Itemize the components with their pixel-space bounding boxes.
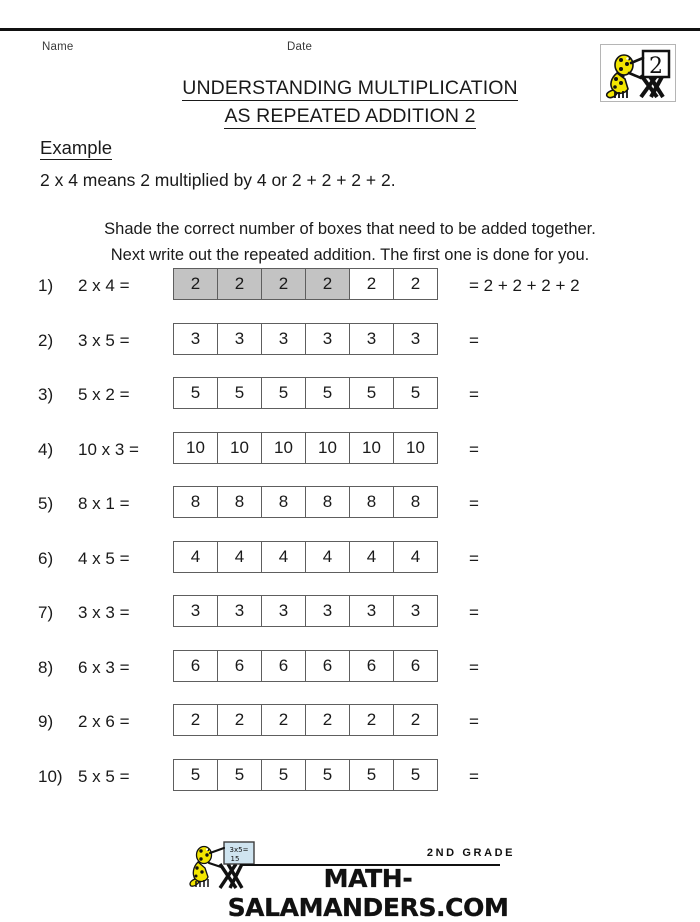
- problem-number: 1): [38, 276, 54, 295]
- shading-boxes: [173, 377, 438, 409]
- svg-text:2: 2: [649, 54, 663, 79]
- shading-box[interactable]: 6: [393, 650, 438, 682]
- shading-box[interactable]: 5: [349, 377, 394, 409]
- footer-grade-label: 2ND GRADE: [426, 847, 516, 859]
- problem-expression: 4 x 5 =: [78, 548, 130, 568]
- problem-number: 4): [38, 439, 54, 459]
- instruction-line-2: Next write out the repeated addition. The first one is done for you.: [110, 246, 590, 264]
- problem-expression: 3 x 3 =: [78, 603, 130, 622]
- page-title: [0, 74, 700, 130]
- shading-box[interactable]: 5: [217, 377, 262, 409]
- shading-box[interactable]: 3: [173, 323, 218, 355]
- problem-row: [0, 268, 700, 323]
- shading-box[interactable]: 4: [261, 541, 306, 573]
- shading-box[interactable]: 2: [173, 704, 218, 736]
- shading-box[interactable]: 8: [305, 486, 350, 518]
- shading-box[interactable]: 2: [261, 704, 306, 736]
- shading-box[interactable]: 6: [173, 650, 218, 682]
- answer-field[interactable]: =: [469, 603, 479, 622]
- problem-number: 10): [38, 766, 63, 786]
- shading-box[interactable]: 10: [349, 432, 394, 464]
- shading-box[interactable]: 6: [305, 650, 350, 682]
- example-text: 2 x 4 means 2 multiplied by 4 or 2 + 2 + 2 + 2.: [40, 170, 396, 190]
- instructions: [0, 216, 700, 268]
- problem-number: 6): [38, 548, 54, 568]
- shading-box[interactable]: 2: [217, 704, 262, 736]
- problem-expression: 2 x 6 =: [78, 712, 130, 731]
- shading-box[interactable]: 2: [173, 268, 218, 300]
- problem-number: 2): [38, 330, 54, 350]
- problem-row: [0, 650, 700, 705]
- answer-field[interactable]: = 2 + 2 + 2 + 2: [469, 276, 580, 295]
- shading-box[interactable]: 2: [349, 268, 394, 300]
- shading-box[interactable]: 5: [393, 759, 438, 791]
- problem-expression: 3 x 5 =: [78, 330, 130, 350]
- problem-row: [0, 541, 700, 596]
- shading-box[interactable]: 5: [173, 759, 218, 791]
- shading-box[interactable]: 2: [261, 268, 306, 300]
- shading-boxes: [173, 432, 438, 464]
- shading-box[interactable]: 6: [217, 650, 262, 682]
- shading-box[interactable]: 10: [173, 432, 218, 464]
- shading-box[interactable]: 2: [393, 704, 438, 736]
- shading-box[interactable]: 10: [261, 432, 306, 464]
- answer-field[interactable]: =: [469, 712, 479, 731]
- problem-expression: 8 x 1 =: [78, 494, 130, 513]
- svg-text:15: 15: [230, 855, 240, 863]
- shading-box[interactable]: 10: [305, 432, 350, 464]
- shading-box[interactable]: 10: [393, 432, 438, 464]
- instruction-line-1: Shade the correct number of boxes that need to be added together.: [104, 220, 596, 238]
- shading-box[interactable]: 3: [349, 595, 394, 627]
- shading-box[interactable]: 2: [305, 704, 350, 736]
- shading-box[interactable]: 4: [217, 541, 262, 573]
- problem-expression: 2 x 4 =: [78, 276, 130, 295]
- problem-number: 3): [38, 385, 54, 404]
- problem-expression: 10 x 3 =: [78, 439, 139, 459]
- answer-field[interactable]: =: [469, 439, 479, 459]
- problem-row: [0, 323, 700, 378]
- shading-boxes: [173, 323, 438, 355]
- footer: [0, 828, 700, 922]
- shading-box[interactable]: 5: [305, 759, 350, 791]
- shading-boxes: [173, 595, 438, 627]
- answer-field[interactable]: =: [469, 330, 479, 350]
- shading-box[interactable]: 5: [393, 377, 438, 409]
- shading-box[interactable]: 3: [393, 323, 438, 355]
- answer-field[interactable]: =: [469, 385, 479, 404]
- shading-box[interactable]: 4: [349, 541, 394, 573]
- shading-box[interactable]: 8: [217, 486, 262, 518]
- problem-row: [0, 759, 700, 814]
- shading-box[interactable]: 3: [261, 595, 306, 627]
- shading-boxes: [173, 759, 438, 791]
- problem-row: [0, 704, 700, 759]
- date-label: Date: [287, 41, 313, 53]
- top-divider: [0, 28, 700, 31]
- shading-box[interactable]: 8: [349, 486, 394, 518]
- shading-box[interactable]: 2: [393, 268, 438, 300]
- shading-box[interactable]: 4: [173, 541, 218, 573]
- shading-box[interactable]: 2: [305, 268, 350, 300]
- svg-text:3x5=: 3x5=: [229, 846, 249, 854]
- shading-box[interactable]: 5: [173, 377, 218, 409]
- shading-box[interactable]: 6: [261, 650, 306, 682]
- problem-number: 8): [38, 657, 54, 677]
- example-heading: Example: [40, 137, 112, 158]
- shading-boxes: [173, 541, 438, 573]
- shading-box[interactable]: 3: [217, 595, 262, 627]
- problem-row: [0, 377, 700, 432]
- shading-box[interactable]: 8: [261, 486, 306, 518]
- answer-field[interactable]: =: [469, 657, 479, 677]
- title-line-1: UNDERSTANDING MULTIPLICATION: [182, 77, 518, 99]
- shading-box[interactable]: 4: [305, 541, 350, 573]
- problem-row: [0, 432, 700, 487]
- shading-box[interactable]: 5: [261, 377, 306, 409]
- answer-field[interactable]: =: [469, 766, 479, 786]
- shading-box[interactable]: 3: [305, 595, 350, 627]
- problem-number: 5): [38, 494, 54, 513]
- shading-box[interactable]: 3: [349, 323, 394, 355]
- problem-expression: 5 x 5 =: [78, 766, 130, 786]
- answer-field[interactable]: =: [469, 548, 479, 568]
- name-label: Name: [42, 41, 74, 53]
- shading-box[interactable]: 6: [349, 650, 394, 682]
- problem-expression: 6 x 3 =: [78, 657, 130, 677]
- problem-row: [0, 595, 700, 650]
- shading-box[interactable]: 3: [173, 595, 218, 627]
- answer-field[interactable]: =: [469, 494, 479, 513]
- shading-box[interactable]: 2: [349, 704, 394, 736]
- problem-expression: 5 x 2 =: [78, 385, 130, 404]
- problem-number: 9): [38, 712, 54, 731]
- problem-list: [0, 268, 700, 813]
- shading-box[interactable]: 10: [217, 432, 262, 464]
- shading-box[interactable]: 8: [393, 486, 438, 518]
- shading-box[interactable]: 3: [393, 595, 438, 627]
- shading-box[interactable]: 5: [217, 759, 262, 791]
- problem-number: 7): [38, 603, 54, 622]
- title-line-2: AS REPEATED ADDITION 2: [224, 105, 476, 127]
- footer-site-label: MATH-SALAMANDERS.COM: [227, 864, 509, 922]
- shading-box[interactable]: 5: [305, 377, 350, 409]
- shading-box[interactable]: 3: [305, 323, 350, 355]
- shading-box[interactable]: 3: [261, 323, 306, 355]
- shading-box[interactable]: 4: [393, 541, 438, 573]
- shading-boxes: [173, 704, 438, 736]
- shading-box[interactable]: 5: [261, 759, 306, 791]
- shading-box[interactable]: 3: [217, 323, 262, 355]
- shading-boxes: [173, 268, 438, 300]
- shading-boxes: [173, 486, 438, 518]
- shading-box[interactable]: 5: [349, 759, 394, 791]
- problem-row: [0, 486, 700, 541]
- shading-boxes: [173, 650, 438, 682]
- shading-box[interactable]: 8: [173, 486, 218, 518]
- shading-box[interactable]: 2: [217, 268, 262, 300]
